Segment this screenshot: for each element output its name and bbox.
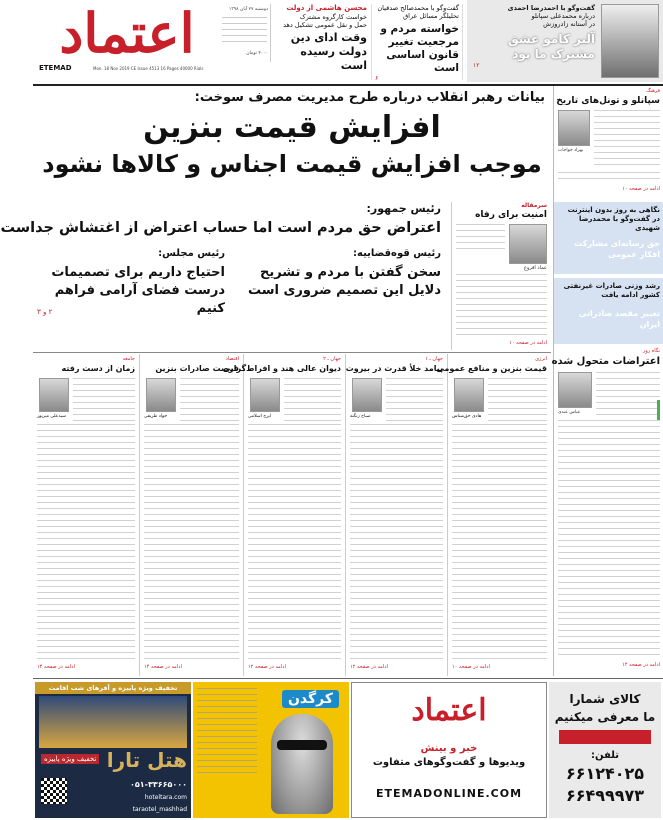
date-box xyxy=(219,4,271,62)
shop-sub: ما معرفی میکنیم xyxy=(554,710,656,724)
column-energy-text-2 xyxy=(452,424,547,662)
internet-box[interactable] xyxy=(554,202,663,274)
hotel-site: hoteltara.com xyxy=(144,794,187,801)
column-society-title: زمان از دست رفته xyxy=(61,364,135,373)
culture-author-photo xyxy=(558,110,590,146)
hotel-ad-image xyxy=(39,696,187,748)
editorial-text xyxy=(456,224,505,254)
column-india-author: ایرج اسلامی xyxy=(248,414,272,419)
statue-image xyxy=(271,714,333,814)
shop-banner xyxy=(559,730,651,744)
culture-author: بهزاد خواجات xyxy=(558,148,584,153)
hotel-insta: taraotel_mashhad xyxy=(132,806,187,813)
editorial-author-photo xyxy=(509,224,547,264)
etemad-ad-url[interactable]: ETEMADONLINE.COM xyxy=(375,787,523,800)
judiciary-quote: سخن گفتن با مردم و تشریح دلایل این تصمیم ضروری است xyxy=(247,265,441,298)
shop-phone-label: تلفن: xyxy=(590,750,620,761)
hotel-name: هتل تارا xyxy=(106,748,187,772)
hotel-ad[interactable] xyxy=(35,682,191,818)
internet-box-sub: حق رسانه‌ای مشارکت افکار عمومی xyxy=(574,239,660,259)
teaser-sepanlou-headline: آلبر کامو عشق مشترک ما بود xyxy=(508,32,595,61)
book-ad-text xyxy=(197,688,257,778)
lead-story[interactable] xyxy=(33,88,551,200)
column-export-photo xyxy=(146,378,176,412)
majlis-block[interactable] xyxy=(33,244,231,322)
date-details xyxy=(222,17,267,47)
lead-headline-2: موجب افزایش قیمت اجناس و کالاها نشود xyxy=(42,150,542,178)
president-quote: اعتراض حق مردم است اما حساب اعتراض از اغتشاش جداست xyxy=(0,220,441,236)
teaser-iraq[interactable] xyxy=(371,4,463,80)
column-energy-tag: انرژی xyxy=(535,356,547,362)
column-export-text xyxy=(180,378,239,422)
lead-headline-1: افزایش قیمت بنزین xyxy=(143,110,441,145)
column-beirut-photo xyxy=(352,378,382,412)
teaser-sepanlou-kicker: گفت‌وگو با احمدرضا احمدی xyxy=(507,4,595,12)
export-box-title: رشد وزنی صادرات غیرنفتی کشور ادامه یافت xyxy=(563,282,660,299)
issue-line: Mon. 18 Nov 2019 CE Issue 4513 16 Pages 40000 Rials xyxy=(93,66,204,71)
culture-title: سپانلو و تونل‌های تاریخ xyxy=(556,96,660,106)
opinion-tag: نگاه روز xyxy=(642,348,660,354)
etemad-online-ad[interactable] xyxy=(351,682,547,818)
culture-tag: فرهنگ xyxy=(646,88,660,94)
teaser-sepanlou-sub: درباره محمدعلی سپانلو xyxy=(531,12,595,20)
column-export-more[interactable]: ادامه در صفحه ۱۴ xyxy=(144,664,182,670)
column-society-author: سیدعلی میرپور xyxy=(37,414,66,419)
column-beirut[interactable] xyxy=(345,354,447,676)
shop-phone-1: ۶۶۱۲۴۰۲۵ xyxy=(565,764,645,783)
column-india-title: دیوان عالی هند و افراط‌گرایی xyxy=(222,364,341,373)
column-india-photo xyxy=(250,378,280,412)
editorial-tag: سرمقاله xyxy=(521,202,547,209)
column-export-author: جواد ظریفی xyxy=(144,414,168,419)
column-society-tag: جامعه xyxy=(122,356,135,362)
editorial-author: عماد افروغ xyxy=(523,265,547,271)
column-energy-photo xyxy=(454,378,484,412)
column-energy[interactable] xyxy=(436,354,551,676)
opinion-more[interactable]: ادامه در صفحه ۱۴ xyxy=(622,662,660,668)
book-ad[interactable] xyxy=(193,682,349,818)
internet-box-title: نگاهی به روز بدون اینترنت در گفت‌وگو با محمدرضا شهیدی xyxy=(567,206,660,232)
opinion-box[interactable] xyxy=(551,348,663,676)
judiciary-block[interactable] xyxy=(233,244,447,322)
column-energy-more[interactable]: ادامه در صفحه ۱۰ xyxy=(452,664,490,670)
logo-latin: ETEMAD xyxy=(39,64,72,72)
culture-more[interactable]: ادامه در صفحه ۱۰ xyxy=(622,186,660,192)
lead-pages: ۲ و ۳ xyxy=(37,308,53,316)
book-brand: کرگدن xyxy=(282,690,339,708)
column-export-title: فرصت صادرات بنزین xyxy=(155,364,239,373)
teaser-housing-headline: وقت ادای دین دولت رسیده است xyxy=(290,31,367,72)
column-beirut-author: صباح زنگنه xyxy=(350,414,371,419)
majlis-label: رئیس مجلس: xyxy=(158,248,225,259)
majlis-quote: احتیاج داریم برای تصمیمات درست فضای آرامی فراهم کنیم xyxy=(51,265,225,316)
column-society-text-2 xyxy=(37,424,135,662)
column-beirut-text xyxy=(386,378,443,422)
column-india-text xyxy=(284,378,341,422)
column-energy-text xyxy=(488,378,547,422)
teaser-iraq-sub: تحلیلگر مسائل عراق xyxy=(403,12,459,20)
hotel-sub: تخفیف ویژه پاییزه xyxy=(41,754,99,764)
masthead xyxy=(33,0,663,84)
shop-ad[interactable] xyxy=(549,682,661,818)
opinion-title: اعتراضات متحول شده xyxy=(551,356,660,367)
price: ۴۰۰۰ تومان xyxy=(246,51,268,56)
column-society-photo xyxy=(39,378,69,412)
teaser-sepanlou[interactable] xyxy=(467,0,663,82)
president-block[interactable] xyxy=(0,202,447,244)
shop-title: کالای شمارا xyxy=(569,692,641,706)
teaser-sepanlou-page: ۱۲ xyxy=(473,62,480,69)
teaser-housing-line3: حمل و نقل عمومی تشکیل دهد xyxy=(283,21,367,29)
column-india-text-2 xyxy=(248,424,341,662)
etemad-ad-logo: اعتماد xyxy=(411,693,487,728)
logo: اعتماد xyxy=(59,1,195,65)
opinion-author: عباس عبدی xyxy=(558,410,581,415)
column-society-more[interactable]: ادامه در صفحه ۱۴ xyxy=(37,664,75,670)
etemad-ad-sub1: خبر و بینش xyxy=(420,743,478,754)
teaser-iraq-page: ۶ xyxy=(375,75,379,82)
column-india-more[interactable]: ادامه در صفحه ۱۲ xyxy=(248,664,286,670)
editorial-more[interactable]: ادامه در صفحه ۱۰ xyxy=(509,340,547,346)
column-beirut-tag: جهان ـ ۱ xyxy=(425,356,443,362)
culture-text-2 xyxy=(558,172,660,184)
hotel-phone: ۰۵۱-۳۳۶۶۵۰۰۰ xyxy=(129,780,187,789)
hotel-ad-top: تخفیف ویژه پاییزه و آفرهای شب اقامت xyxy=(35,682,191,694)
portrait-photo xyxy=(601,4,659,78)
opinion-text xyxy=(596,372,660,416)
hotel-qr-icon xyxy=(41,778,67,804)
column-beirut-text-2 xyxy=(350,424,443,662)
column-society-text xyxy=(73,378,135,422)
editorial-title: امنیت برای رفاه xyxy=(475,210,547,220)
teaser-housing[interactable] xyxy=(275,4,367,80)
lead-kicker: بیانات رهبر انقلاب درباره طرح مدیریت مصرف سوخت: xyxy=(194,90,545,105)
teaser-sepanlou-sub2: در آستانه زادروزش xyxy=(543,20,595,28)
opinion-author-photo xyxy=(558,372,592,408)
column-energy-title: قیمت بنزین و منافع عمومی xyxy=(436,364,547,373)
column-energy-author: هادی حق‌شناس xyxy=(452,414,482,419)
green-accent xyxy=(657,400,660,420)
editorial[interactable] xyxy=(451,202,551,350)
teaser-housing-kicker: محسن هاشمی از دولت xyxy=(286,4,367,12)
culture-text xyxy=(594,110,660,170)
export-box[interactable] xyxy=(554,278,663,344)
culture-box[interactable] xyxy=(554,86,663,198)
teaser-housing-line2: خواست کارگروه مشترک xyxy=(299,13,367,21)
ads-top-rule xyxy=(33,678,663,679)
judiciary-label: رئیس قوه‌قضاییه: xyxy=(353,248,441,259)
columns-top-rule xyxy=(33,352,551,353)
column-beirut-more[interactable]: ادامه در صفحه ۱۲ xyxy=(350,664,388,670)
export-box-sub: تغییر مقصد صادراتی ایران xyxy=(578,309,660,329)
teaser-iraq-headline: خواسته مردم و مرجعیت تغییر قانون اساسی است xyxy=(380,23,459,74)
sidebar xyxy=(553,86,663,676)
editorial-text-2 xyxy=(456,274,547,338)
column-export-tag: اقتصاد xyxy=(225,356,239,362)
column-beirut-title: پیامد خلأ قدرت در بیروت xyxy=(345,364,443,373)
date-fa: دوشنبه ۲۷ آبان ۱۳۹۸ xyxy=(228,7,268,12)
column-export[interactable] xyxy=(139,354,243,676)
shop-phone-2: ۶۶۴۹۹۹۷۳ xyxy=(565,786,645,805)
president-label: رئیس جمهور: xyxy=(366,202,441,215)
column-india-tag: جهان ـ ۲ xyxy=(323,356,341,362)
column-export-text-2 xyxy=(144,424,239,662)
teaser-iraq-kicker: گفت‌وگو با محمدصالح صدقیان xyxy=(377,4,459,12)
column-society[interactable] xyxy=(33,354,139,676)
opinion-text-2 xyxy=(558,420,660,660)
sunglasses-icon xyxy=(277,740,327,750)
etemad-ad-sub2: ویدیوها و گفت‌وگوهای متفاوت xyxy=(372,757,526,768)
